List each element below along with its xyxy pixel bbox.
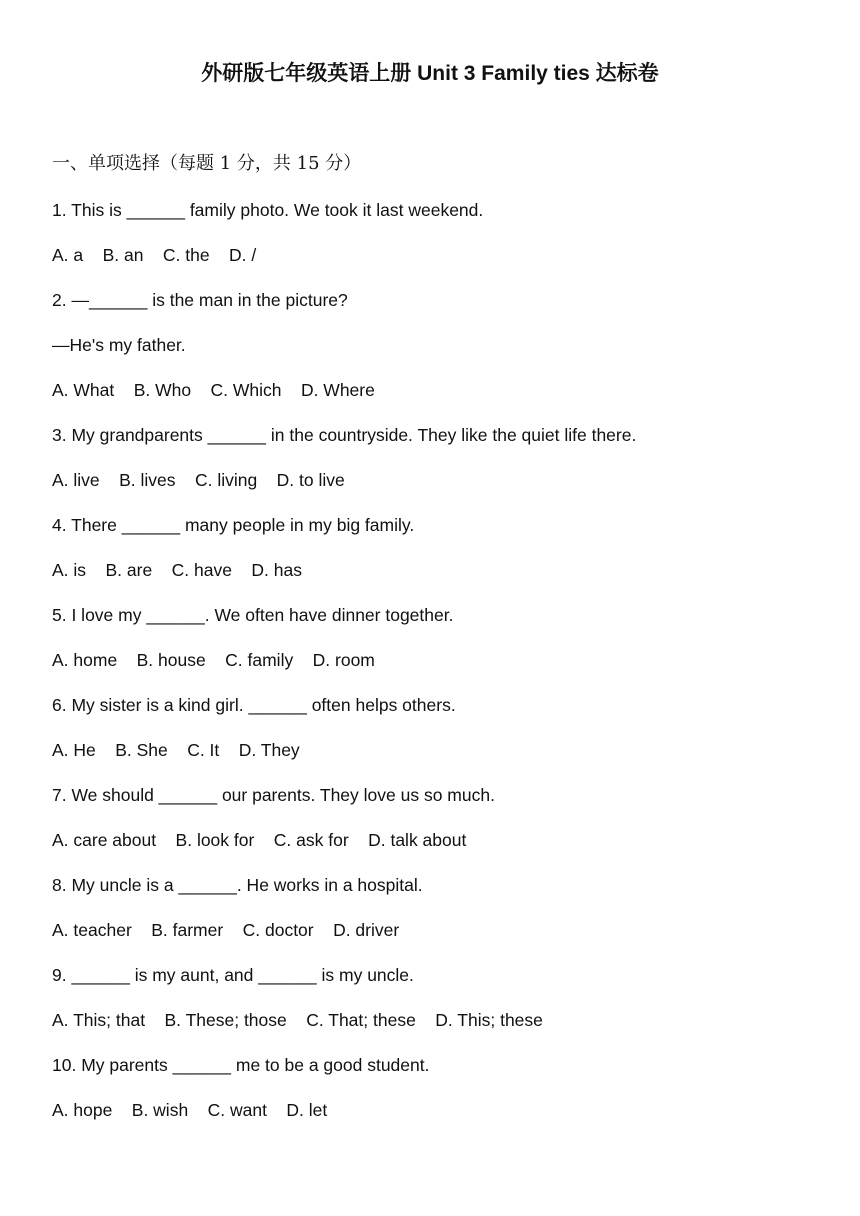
question-5-options: A. home B. house C. family D. room — [52, 650, 375, 670]
question-3-options: A. live B. lives C. living D. to live — [52, 470, 345, 490]
question-2-stem: 2. —______ is the man in the picture? — [52, 290, 348, 310]
question-10-stem: 10. My parents ______ me to be a good student. — [52, 1055, 430, 1075]
section-heading: 一、单项选择（每题 1 分，共 15 分） — [52, 153, 362, 174]
question-5-stem: 5. I love my ______. We often have dinner together. — [52, 605, 454, 625]
question-4-options: A. is B. are C. have D. has — [52, 560, 302, 580]
question-4-stem: 4. There ______ many people in my big family. — [52, 515, 415, 535]
question-8-stem: 8. My uncle is a ______. He works in a hospital. — [52, 875, 423, 895]
question-7-options: A. care about B. look for C. ask for D. talk about — [52, 830, 467, 850]
document-title: 外研版七年级英语上册 Unit 3 Family ties 达标卷 — [201, 62, 659, 85]
question-1-options: A. a B. an C. the D. / — [52, 245, 257, 265]
question-2-dialogue: —He's my father. — [52, 335, 186, 355]
question-1-stem: 1. This is ______ family photo. We took it last weekend. — [52, 200, 484, 220]
question-7-stem: 7. We should ______ our parents. They love us so much. — [52, 785, 495, 805]
question-6-stem: 6. My sister is a kind girl. ______ often helps others. — [52, 695, 456, 715]
question-9-options: A. This; that B. These; those C. That; these D. This; these — [52, 1010, 543, 1030]
question-2-options: A. What B. Who C. Which D. Where — [52, 380, 375, 400]
question-9-stem: 9. ______ is my aunt, and ______ is my uncle. — [52, 965, 414, 985]
question-10-options: A. hope B. wish C. want D. let — [52, 1100, 328, 1120]
question-8-options: A. teacher B. farmer C. doctor D. driver — [52, 920, 400, 940]
question-3-stem: 3. My grandparents ______ in the countryside. They like the quiet life there. — [52, 425, 637, 445]
question-list — [52, 196, 832, 1141]
question-6-options: A. He B. She C. It D. They — [52, 740, 300, 760]
